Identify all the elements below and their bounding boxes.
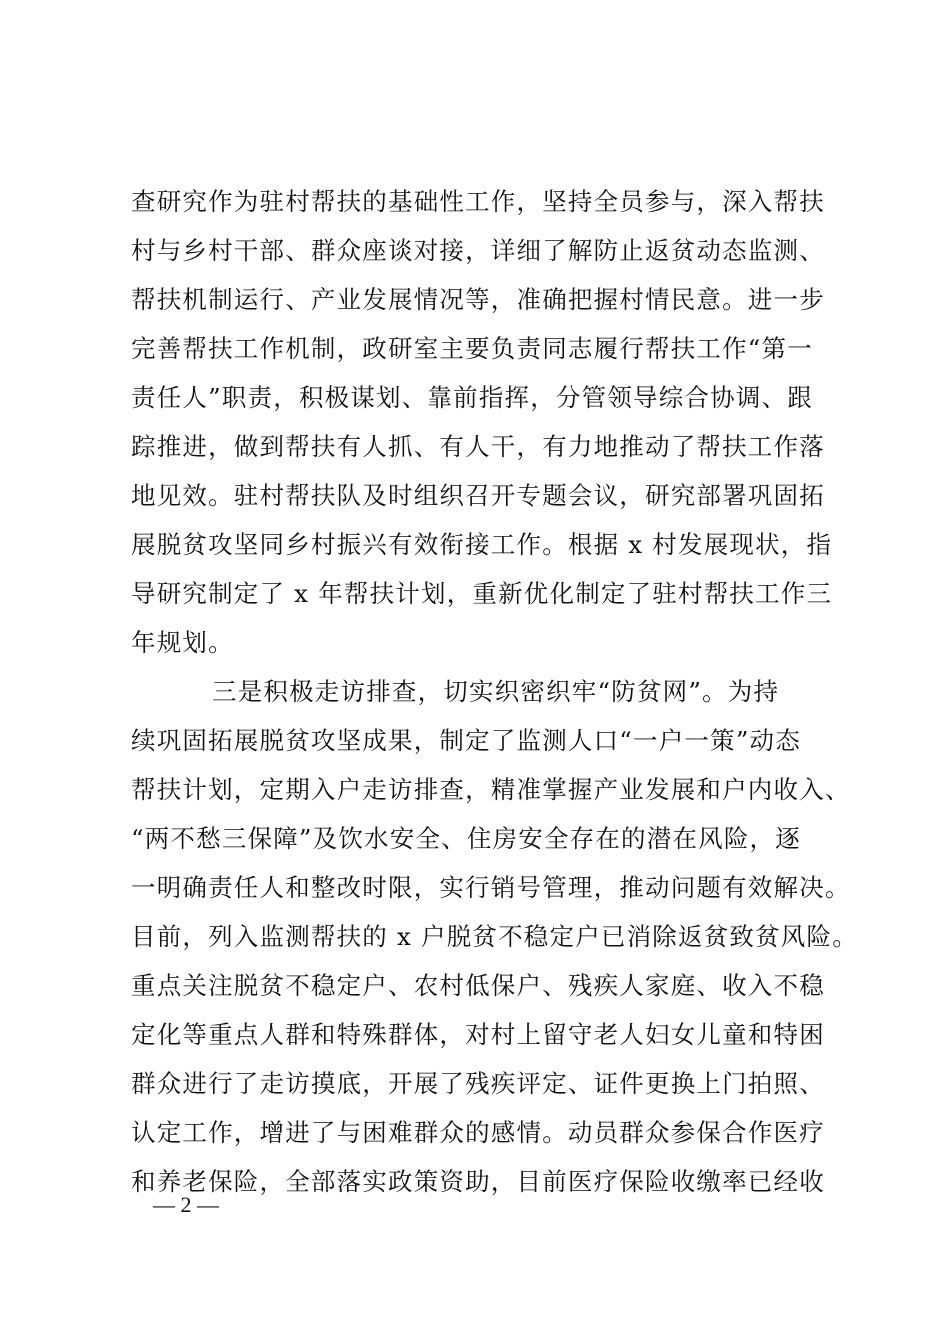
text-line: “两不愁三保障”及饮水安全、住房安全存在的潜在风险，逐	[131, 824, 801, 853]
text-line: 年规划。	[131, 628, 234, 657]
text-line: 村与乡村干部、群众座谈对接，详细了解防止返贫动态监测、	[131, 236, 825, 265]
text-line: 续巩固拓展脱贫攻坚成果，制定了监测人口“一户一策”动态	[131, 726, 801, 755]
text-line: 地见效。驻村帮扶队及时组织召开专题会议，研究部署巩固拓	[131, 481, 825, 510]
text-line: 完善帮扶工作机制，政研室主要负责同志履行帮扶工作“第一	[131, 334, 813, 363]
text-line: 导研究制定了 x 年帮扶计划，重新优化制定了驻村帮扶工作三	[131, 579, 833, 608]
text-line: 踪推进，做到帮扶有人抓、有人干，有力地推动了帮扶工作落	[131, 432, 825, 461]
paragraph-heading-line: 三是积极走访排查，切实织密织牢“防贫网”。为持	[212, 677, 780, 706]
text-line: 重点关注脱贫不稳定户、农村低保户、残疾人家庭、收入不稳	[131, 971, 825, 1000]
page-number: — 2 —	[153, 1192, 219, 1217]
text-line: 定化等重点人群和特殊群体，对村上留守老人妇女儿童和特困	[131, 1020, 825, 1049]
text-line: 群众进行了走访摸底，开展了残疾评定、证件更换上门拍照、	[131, 1069, 825, 1098]
text-line: 和养老保险，全部落实政策资助，目前医疗保险收缴率已经收	[131, 1167, 825, 1196]
text-line: 目前，列入监测帮扶的 x 户脱贫不稳定户已消除返贫致贫风险。	[131, 922, 858, 951]
text-line: 帮扶机制运行、产业发展情况等，准确把握村情民意。进一步	[131, 285, 825, 314]
text-line: 展脱贫攻坚同乡村振兴有效衔接工作。根据 x 村发展现状，指	[131, 530, 833, 559]
text-line: 查研究作为驻村帮扶的基础性工作，坚持全员参与，深入帮扶	[131, 187, 825, 216]
text-line: 责任人”职责，积极谋划、靠前指挥，分管领导综合协调、跟	[131, 383, 813, 412]
text-line: 认定工作，增进了与困难群众的感情。动员群众参保合作医疗	[131, 1118, 825, 1147]
text-line: 一明确责任人和整改时限，实行销号管理，推动问题有效解决。	[131, 873, 851, 902]
text-line: 帮扶计划，定期入户走访排查，精准掌握产业发展和户内收入、	[131, 775, 851, 804]
